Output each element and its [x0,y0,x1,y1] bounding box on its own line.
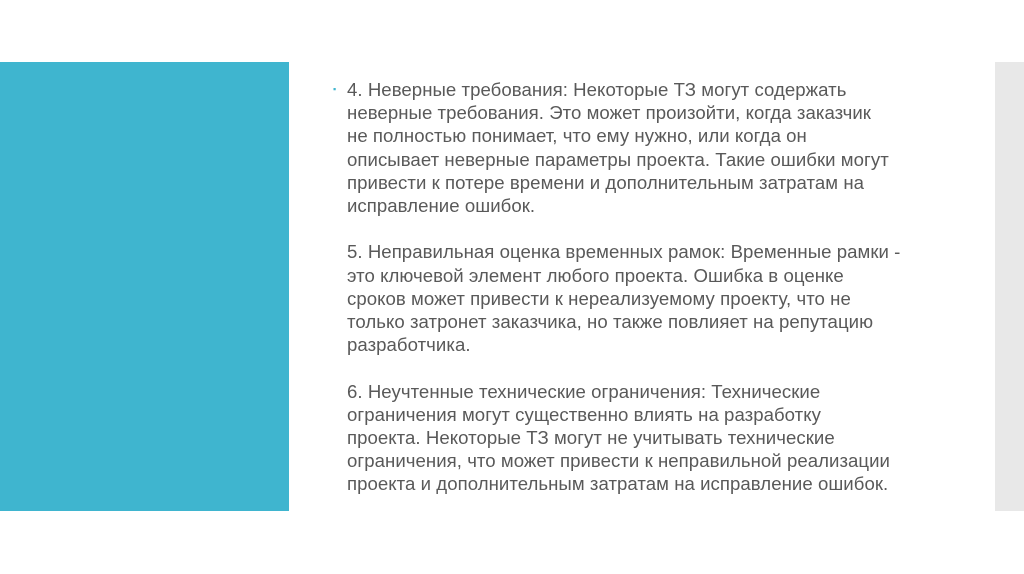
accent-panel [0,62,289,511]
body-text: 4. Неверные требования: Некоторые ТЗ могут содержать неверные требования. Это может произойти, когда заказчик не полностью понимает, что ему нужно, или когда он описывает неверные параметры проекта. Такие ошибки могут привести к потере времени и дополнительным затратам на исправление ошибок. 5. Неправильная оценка временных рамок: Временные рамки - это ключевой элемент любого проекта. Ошибка в оценке сроков может привести к нереализуемому проекту, что не только затронет заказчика, но также повлияет на репутацию разработчика. 6. Неучтенные технические ограничения: Технические ограничения могут существенно влиять на разработку проекта. Некоторые ТЗ могут не учитывать технические ограничения, что может привести к неправильной реализации проекта и дополнительным затратам на исправление ошибок. [347,79,901,495]
side-bar [995,62,1024,511]
bullet-item [329,78,969,496]
slide-content [329,78,969,496]
small-square-bullet-icon: ▪ [333,84,337,94]
